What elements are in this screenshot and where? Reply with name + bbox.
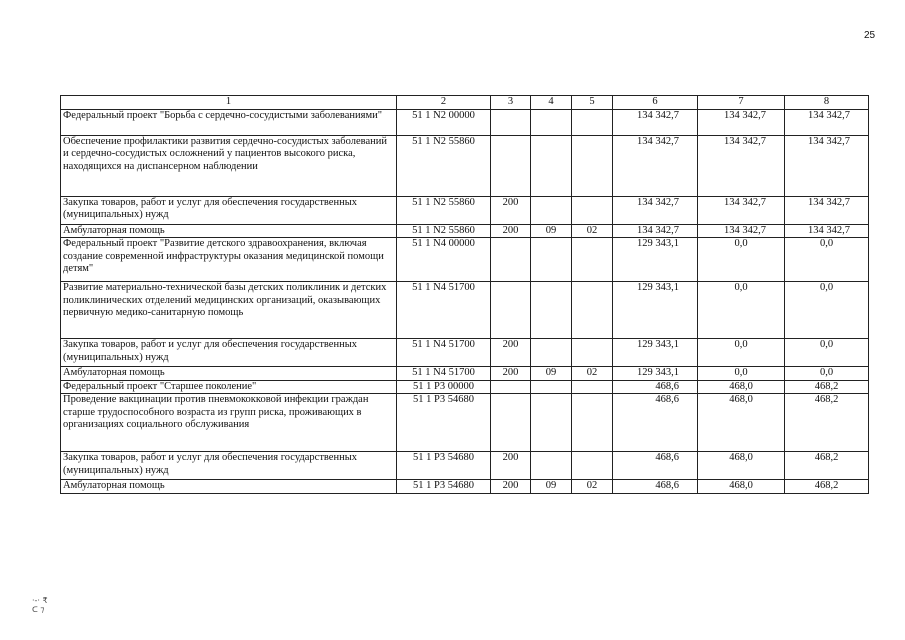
row-value-8: 134 342,7 — [785, 196, 869, 224]
row-col3: 200 — [491, 452, 531, 480]
table-row — [61, 196, 869, 224]
row-name: Амбулаторная помощь — [61, 224, 397, 238]
row-value-6: 129 343,1 — [613, 367, 698, 381]
table-row — [61, 367, 869, 381]
row-value-8: 468,2 — [785, 380, 869, 394]
header-col-3: 3 — [491, 96, 531, 110]
row-col3 — [491, 135, 531, 196]
row-code: 51 1 N4 51700 — [397, 367, 491, 381]
row-value-7: 0,0 — [698, 238, 785, 282]
table-row — [61, 135, 869, 196]
row-value-8: 0,0 — [785, 367, 869, 381]
row-value-8: 468,2 — [785, 394, 869, 452]
row-col5: 02 — [572, 480, 613, 494]
table-row — [61, 109, 869, 135]
row-col5 — [572, 109, 613, 135]
table-row — [61, 480, 869, 494]
row-col4 — [531, 109, 572, 135]
row-col4 — [531, 452, 572, 480]
row-col3 — [491, 109, 531, 135]
row-name: Федеральный проект "Развитие детского здравоохранения, включая создание современной инфраструктуры оказания медицинской помощи детям" — [61, 238, 397, 282]
row-value-7: 0,0 — [698, 282, 785, 339]
row-name: Федеральный проект "Борьба с сердечно-сосудистыми заболеваниями" — [61, 109, 397, 135]
row-col5 — [572, 135, 613, 196]
row-col5 — [572, 380, 613, 394]
row-value-7: 468,0 — [698, 394, 785, 452]
header-col-7: 7 — [698, 96, 785, 110]
table-row — [61, 394, 869, 452]
page-number: 25 — [864, 30, 876, 41]
row-value-8: 468,2 — [785, 452, 869, 480]
table-header-row — [61, 96, 869, 110]
row-col3 — [491, 394, 531, 452]
row-name: Закупка товаров, работ и услуг для обеспечения государственных (муниципальных) нужд — [61, 452, 397, 480]
row-value-8: 134 342,7 — [785, 109, 869, 135]
row-value-8: 134 342,7 — [785, 224, 869, 238]
row-col4: 09 — [531, 367, 572, 381]
row-col5: 02 — [572, 367, 613, 381]
margin-marks: ·-· ₹ ᑕ ⁊ — [32, 596, 48, 614]
row-value-6: 134 342,7 — [613, 224, 698, 238]
row-value-8: 0,0 — [785, 339, 869, 367]
table-row — [61, 452, 869, 480]
row-code: 51 1 N4 51700 — [397, 339, 491, 367]
table-row — [61, 380, 869, 394]
row-col3: 200 — [491, 224, 531, 238]
row-name: Проведение вакцинации против пневмококковой инфекции граждан старше трудоспособного возраста из групп риска, проживающих в организациях социального обслуживания — [61, 394, 397, 452]
row-col4 — [531, 380, 572, 394]
row-value-6: 134 342,7 — [613, 196, 698, 224]
row-col5 — [572, 452, 613, 480]
row-code: 51 1 N2 00000 — [397, 109, 491, 135]
row-col5 — [572, 238, 613, 282]
row-col4 — [531, 394, 572, 452]
table-row — [61, 339, 869, 367]
row-code: 51 1 N2 55860 — [397, 135, 491, 196]
row-value-8: 0,0 — [785, 282, 869, 339]
row-value-6: 134 342,7 — [613, 109, 698, 135]
row-col5 — [572, 196, 613, 224]
row-name: Амбулаторная помощь — [61, 367, 397, 381]
row-col5 — [572, 282, 613, 339]
table-row — [61, 224, 869, 238]
row-value-8: 468,2 — [785, 480, 869, 494]
row-value-6: 129 343,1 — [613, 238, 698, 282]
row-value-6: 468,6 — [613, 394, 698, 452]
row-code: 51 1 P3 54680 — [397, 452, 491, 480]
row-code: 51 1 N2 55860 — [397, 224, 491, 238]
row-value-6: 129 343,1 — [613, 282, 698, 339]
row-col4: 09 — [531, 224, 572, 238]
row-code: 51 1 P3 54680 — [397, 480, 491, 494]
row-col4 — [531, 135, 572, 196]
row-col3: 200 — [491, 196, 531, 224]
row-value-7: 468,0 — [698, 452, 785, 480]
header-col-8: 8 — [785, 96, 869, 110]
row-name: Развитие материально-технической базы детских поликлиник и детских поликлинических отделений медицинских организаций, оказывающих первичную медико-санитарную помощь — [61, 282, 397, 339]
budget-table — [60, 95, 869, 494]
row-col3: 200 — [491, 480, 531, 494]
row-value-8: 0,0 — [785, 238, 869, 282]
row-value-7: 468,0 — [698, 480, 785, 494]
row-value-8: 134 342,7 — [785, 135, 869, 196]
row-value-7: 0,0 — [698, 367, 785, 381]
row-value-7: 134 342,7 — [698, 224, 785, 238]
row-col4 — [531, 282, 572, 339]
row-col3 — [491, 380, 531, 394]
row-code: 51 1 N4 51700 — [397, 282, 491, 339]
row-col3: 200 — [491, 367, 531, 381]
row-value-7: 134 342,7 — [698, 135, 785, 196]
row-value-6: 129 343,1 — [613, 339, 698, 367]
row-col3 — [491, 282, 531, 339]
row-name: Закупка товаров, работ и услуг для обеспечения государственных (муниципальных) нужд — [61, 339, 397, 367]
row-value-7: 0,0 — [698, 339, 785, 367]
row-code: 51 1 N4 00000 — [397, 238, 491, 282]
row-code: 51 1 P3 54680 — [397, 394, 491, 452]
row-col5 — [572, 394, 613, 452]
row-col4: 09 — [531, 480, 572, 494]
row-value-6: 134 342,7 — [613, 135, 698, 196]
header-col-5: 5 — [572, 96, 613, 110]
row-col3: 200 — [491, 339, 531, 367]
row-value-6: 468,6 — [613, 380, 698, 394]
row-name: Амбулаторная помощь — [61, 480, 397, 494]
row-col4 — [531, 339, 572, 367]
row-col3 — [491, 238, 531, 282]
row-code: 51 1 N2 55860 — [397, 196, 491, 224]
row-name: Обеспечение профилактики развития сердечно-сосудистых заболеваний и сердечно-сосудистых осложнений у пациентов высокого риска, находящихся на диспансерном наблюдении — [61, 135, 397, 196]
table-row — [61, 282, 869, 339]
row-value-7: 134 342,7 — [698, 196, 785, 224]
row-value-7: 468,0 — [698, 380, 785, 394]
row-col4 — [531, 238, 572, 282]
header-col-2: 2 — [397, 96, 491, 110]
row-value-7: 134 342,7 — [698, 109, 785, 135]
row-col5 — [572, 339, 613, 367]
header-col-4: 4 — [531, 96, 572, 110]
header-col-6: 6 — [613, 96, 698, 110]
row-col4 — [531, 196, 572, 224]
row-name: Федеральный проект "Старшее поколение" — [61, 380, 397, 394]
row-name: Закупка товаров, работ и услуг для обеспечения государственных (муниципальных) нужд — [61, 196, 397, 224]
row-value-6: 468,6 — [613, 452, 698, 480]
row-code: 51 1 P3 00000 — [397, 380, 491, 394]
row-col5: 02 — [572, 224, 613, 238]
header-col-1: 1 — [61, 96, 397, 110]
table-row — [61, 238, 869, 282]
row-value-6: 468,6 — [613, 480, 698, 494]
